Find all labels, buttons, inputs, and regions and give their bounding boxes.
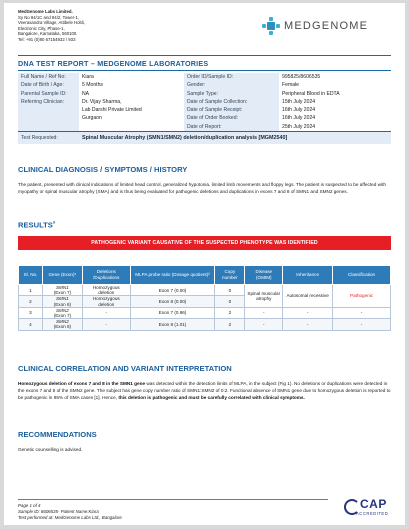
sl-cell: 3 xyxy=(19,307,43,318)
sl-cell: 4 xyxy=(19,319,43,330)
disease-cell: - xyxy=(245,319,283,330)
page-footer xyxy=(18,503,122,520)
recommendations-heading: RECOMMENDATIONS xyxy=(18,430,97,439)
report-date-value: 25th July 2024 xyxy=(282,123,316,130)
gene-name: SMN2 xyxy=(55,307,69,313)
report-date-label: Date of Report: xyxy=(184,123,279,132)
ratio-cell: Exon 8 (1.01) xyxy=(130,319,215,330)
exon-name: (Exon 7) xyxy=(53,313,72,319)
ratio-cell: Exon 8 (0.00) xyxy=(130,296,215,307)
inheritance-cell: Autosomal recessive xyxy=(283,285,333,308)
col-header: Copy number xyxy=(215,266,245,285)
col-header: Inheritance xyxy=(283,266,333,285)
results-heading xyxy=(18,220,55,230)
receipt-label: Date of Sample Receipt: xyxy=(184,106,279,114)
report-page xyxy=(4,3,405,525)
address-line: Electronic City, Phase-1, xyxy=(18,25,65,31)
report-title: DNA TEST REPORT – MEDGENOME LABORATORIES xyxy=(18,59,209,68)
copy-cell: 0 xyxy=(215,285,245,296)
logo-text: MEDGENOME xyxy=(284,20,369,32)
collection-label: Date of Sample Collection: xyxy=(184,98,279,106)
test-requested-value: Spinal Muscular Atrophy (SMN1/SMN2) deletion/duplication analysis [MGM2540] xyxy=(79,132,391,145)
gender-label: Gender: xyxy=(184,81,279,89)
correlation-bold-2: this deletion is pathogenic and must be carefully correlated with clinical symptoms. xyxy=(118,395,305,401)
ratio-cell: Exon 7 (0.00) xyxy=(130,285,215,296)
clinical-heading: CLINICAL DIAGNOSIS / SYMPTOMS / HISTORY xyxy=(18,165,188,174)
clinical-text: The patient, presented with clinical indications of limited head control, generalized hypotonia, limited limb movements and floppy legs. The patient is suspected to be affected with myopathy or spinal muscular atrophy (SMA) and is thus being evaluated for pathogenic deletions and duplications in exons 7 and 8 of SMN1 and SMN2 genes. xyxy=(18,182,387,195)
classification-cell: Pathogenic xyxy=(333,285,391,308)
full-name-value: Kiara xyxy=(82,74,94,80)
exon-name: (Exon 8) xyxy=(53,324,72,330)
divider xyxy=(18,70,391,71)
address-line: Bangalore, Karnataka, 560100. xyxy=(18,31,78,37)
disease-cell: - xyxy=(245,307,283,318)
deldup-cell: Homozygous deletion xyxy=(82,285,130,296)
test-requested-label: Test Requested: xyxy=(18,132,79,145)
referring-line: Gurgaon xyxy=(82,115,102,122)
col-header: Sl. No. xyxy=(19,266,43,285)
col-header: Deletions /Duplications xyxy=(82,266,130,285)
exon-name: (Exon 8) xyxy=(53,301,72,307)
logo-mark-icon xyxy=(262,17,280,35)
col-header: Classification xyxy=(333,266,391,285)
cap-text: CAP xyxy=(360,497,387,511)
receipt-value: 16th July 2024 xyxy=(282,107,316,114)
gene-name: SMN1 xyxy=(55,296,69,302)
page-number: Page 1 of 4 xyxy=(18,503,41,508)
inheritance-cell: - xyxy=(283,319,333,330)
gene-cell xyxy=(42,319,82,330)
address-line: Veerasandra Village, Attibele Hobli, xyxy=(18,20,86,26)
inheritance-cell: - xyxy=(283,307,333,318)
results-table xyxy=(18,265,391,331)
parental-id-label: Parental Sample ID: xyxy=(18,90,79,98)
footer-divider xyxy=(18,499,328,500)
copy-cell: 2 xyxy=(215,319,245,330)
deldup-cell: - xyxy=(82,319,130,330)
results-heading-text: RESULTS xyxy=(18,220,53,230)
gender-value: Female xyxy=(282,82,299,89)
address-line: Sy No 94/1C and 94/2, Tower-1, xyxy=(18,14,80,20)
classification-cell: - xyxy=(333,319,391,330)
parental-id-value: NA xyxy=(82,90,90,97)
gene-cell xyxy=(42,285,82,296)
sl-cell: 1 xyxy=(19,285,43,296)
correlation-body: was detected within the detection limits of MLPA, in the subject (Fig 1). No deletions or duplications were detected in the exons 7 and 8 of the SMN2 gene. The subject has gene copy number ratio of SMN1:SMN2 of 0:2. Functional absence of SMN1 gene due to homozygous deletion is reported to be pathogenic in 95% of SMA cases [1]. Hence, xyxy=(18,381,391,401)
dob-label: Date of Birth / Age: xyxy=(18,81,79,89)
order-id-value: 995825/8606535 xyxy=(282,74,321,80)
pathogenic-banner: PATHOGENIC VARIANT CAUSATIVE OF THE SUSPECTED PHENOTYPE WAS IDENTIFIED xyxy=(18,236,391,250)
sl-cell: 2 xyxy=(19,296,43,307)
disease-cell: Spinal muscular atrophy xyxy=(245,285,283,308)
ratio-cell: Exon 7 (0.96) xyxy=(130,307,215,318)
col-header: MLPA probe ratio (Dosage quotient)² xyxy=(130,266,215,285)
exon-name: (Exon 7) xyxy=(53,290,72,296)
gene-name: SMN2 xyxy=(55,319,69,325)
order-id-label: Order ID/Sample ID: xyxy=(184,73,279,81)
footer-performed: Test performed at: MedGenome Labs Ltd., Bangalore xyxy=(18,514,122,520)
classification-cell: - xyxy=(333,307,391,318)
col-header: Disease (OMIM) xyxy=(245,266,283,285)
company-name: MedGenome Labs Limited. xyxy=(18,9,73,14)
divider xyxy=(18,55,391,56)
medgenome-logo xyxy=(262,17,368,35)
referring-label: Referring Clinician: xyxy=(18,98,79,106)
collection-value: 15th July 2024 xyxy=(282,98,316,105)
correlation-heading: CLINICAL CORRELATION AND VARIANT INTERPRETATION xyxy=(18,364,232,373)
patient-info-table xyxy=(18,73,391,144)
deldup-cell: - xyxy=(82,307,130,318)
copy-cell: 2 xyxy=(215,307,245,318)
results-heading-sup: # xyxy=(52,220,56,225)
correlation-bold-1: Homozygous deletion of exons 7 and 8 in the SMN1 gene xyxy=(18,381,146,386)
footer-sample: Sample ID: 8606535- Patient Name:Kiara xyxy=(18,508,99,514)
copy-cell: 0 xyxy=(215,296,245,307)
gene-cell xyxy=(42,296,82,307)
correlation-text xyxy=(18,380,391,402)
referring-line: Dr. Vijay Sharma, xyxy=(82,98,122,105)
col-header: Gene (Exon)* xyxy=(42,266,82,285)
lab-address xyxy=(18,9,168,43)
gene-cell xyxy=(42,307,82,318)
recommendations-text: Genetic counselling is advised. xyxy=(18,447,83,452)
accredited-text: ACCREDITED xyxy=(356,511,389,516)
deldup-cell: Homozygous deletion xyxy=(82,296,130,307)
sample-type-label: Sample Type: xyxy=(184,90,279,98)
gene-name: SMN1 xyxy=(55,285,69,290)
referring-line: Lab Darshi Private Limited xyxy=(82,107,142,114)
address-line: Tel: +91 (0)80 67154932 / 933 xyxy=(18,36,76,42)
booked-label: Date of Order Booked: xyxy=(184,114,279,122)
full-name-label: Full Name / Ref No: xyxy=(18,73,79,81)
booked-value: 16th July 2024 xyxy=(282,115,316,122)
sample-type-value: Peripheral Blood in EDTA xyxy=(282,90,340,97)
dob-value: 5 Months xyxy=(82,82,103,89)
cap-accredited-logo xyxy=(344,497,394,521)
